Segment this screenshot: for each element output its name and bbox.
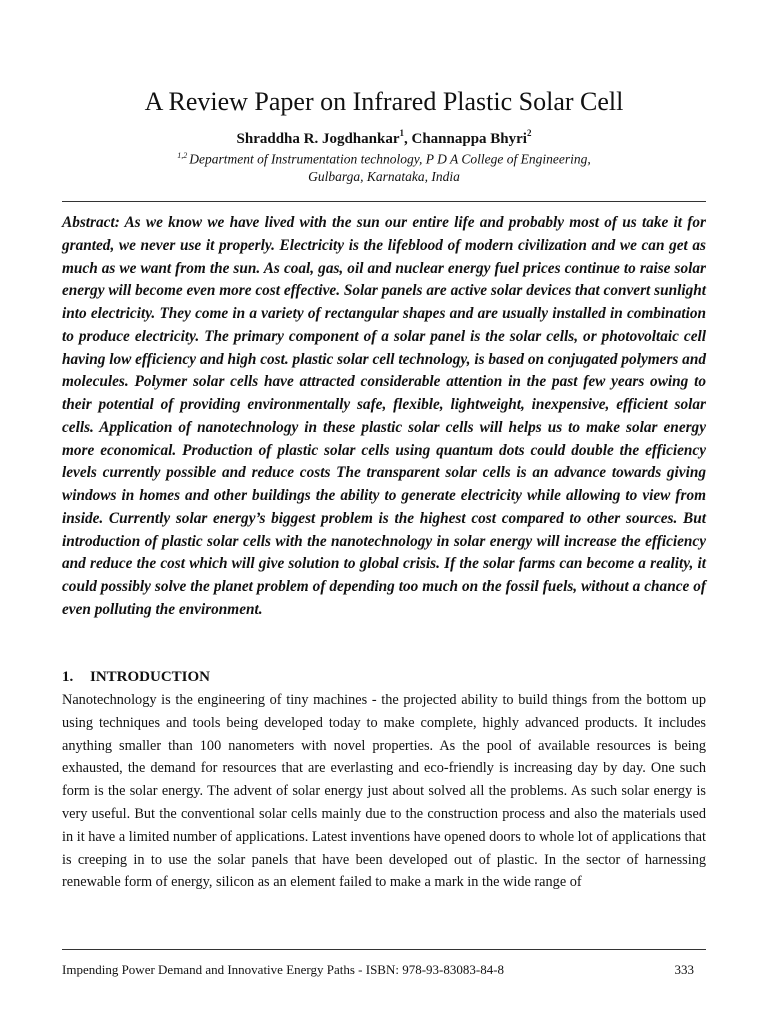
affiliation-department: Department of Instrumentation technology, P D A College of Engineering, bbox=[189, 151, 591, 167]
section-title: INTRODUCTION bbox=[90, 669, 211, 685]
paper-title: A Review Paper on Infrared Plastic Solar Cell bbox=[144, 87, 624, 116]
section-number: 1. bbox=[62, 669, 74, 685]
abstract: Abstract: As we know we have lived with the sun our entire life and probably most of us take it for granted, we never use it properly. Electricity is the lifeblood of modern civilization and we can get as much as we want from the sun. As coal, gas, oil and nuclear energy fuel prices continue to raise solar energy will become even more cost effective. Solar panels are active solar devices that convert sunlight into electricity. They come in a variety of rectangular shapes and are usually installed in combination to produce electricity. The primary component of a solar panel is the solar cells, or photovoltaic cell having low efficiency and high cost. plastic solar cell technology, is based on conjugated polymers and molecules. Polymer solar cells have attracted considerable attention in the past few years owing to their potential of providing environmentally safe, flexible, lightweight, inexpensive, efficient solar cells. Application of nanotechnology in these plastic solar cells will helps us to make solar energy more economical. Production of plastic solar cells using quantum dots could double the efficiency levels currently possible and reduce costs The transparent solar cells is an advance towards giving windows in homes and other buildings the ability to generate electricity while allowing to view from inside. Currently solar energy’s biggest problem is the highest cost compared to other sources. But introduction of plastic solar cells with the nanotechnology in solar energy will increase the efficiency and reduce the cost which will give solution to global crisis. If the solar farms can become a reality, it could possibly solve the planet problem of depending too much on the fossil fuels, without a chance of even polluting the environment. bbox=[62, 214, 706, 618]
author-list bbox=[0, 124, 768, 149]
affiliation-location: Gulbarga, Karnataka, India bbox=[308, 168, 460, 184]
footer-divider bbox=[62, 949, 706, 950]
author-name: Shraddha R. Jogdhankar bbox=[236, 131, 400, 147]
author-affiliation-mark: 2 bbox=[526, 128, 532, 138]
page-number: 333 bbox=[674, 962, 694, 977]
footer-citation: Impending Power Demand and Innovative Energy Paths - ISBN: 978-93-83083-84-8 bbox=[62, 962, 505, 977]
introduction-body: Nanotechnology is the engineering of tiny machines - the projected ability to build things from the bottom up using techniques and tools being developed today to make complete, highly advanced products. It includes anything smaller than 100 nanometers with novel properties. As the pool of available resources is being exhausted, the demand for resources that are everlasting and eco-friendly is increasing day by day. One such form is the solar energy. The advent of solar energy just about solved all the problems. As such solar energy is very useful. But the conventional solar cells mainly due to the construction process and also the materials used in it have a limited number of applications. Latest inventions have opened doors to whole lot of applications that is creeping in to use the solar panels that have been developed out of plastic. In the sector of harnessing renewable form of energy, silicon as an element failed to make a mark in the wide range of bbox=[62, 692, 706, 891]
header-divider bbox=[62, 201, 706, 202]
affiliation-line bbox=[0, 147, 768, 168]
author-affiliation-mark: 1 bbox=[399, 128, 404, 138]
section-heading bbox=[62, 666, 210, 688]
author-name: Channappa Bhyri bbox=[411, 131, 527, 147]
page-footer bbox=[62, 960, 706, 980]
affiliation bbox=[0, 147, 768, 185]
affiliation-marks: 1,2 bbox=[177, 151, 188, 160]
author-separator: , bbox=[404, 131, 412, 147]
